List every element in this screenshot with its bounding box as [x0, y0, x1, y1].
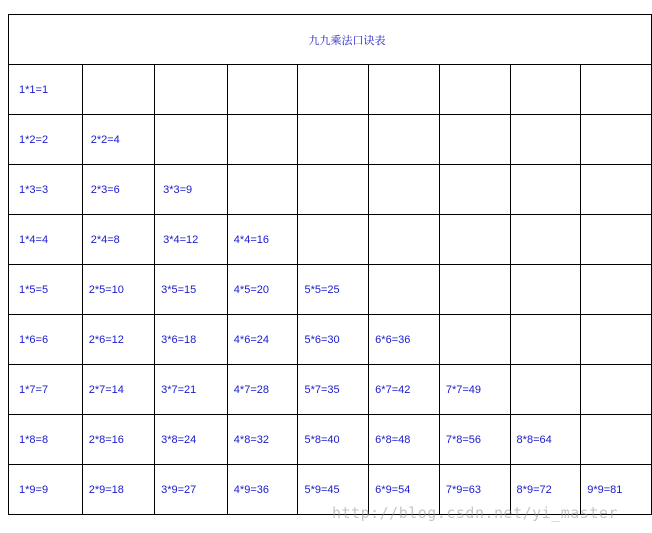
empty-cell: [439, 315, 510, 365]
empty-cell: [510, 365, 581, 415]
empty-cell: [82, 65, 154, 115]
product-cell: [155, 265, 228, 315]
product-text: 3*5=15: [161, 283, 197, 296]
product-cell: [82, 315, 154, 365]
product-cell: [227, 265, 298, 315]
product-text: 4*9=36: [233, 483, 269, 496]
empty-cell: [298, 215, 369, 265]
table-title: 九九乘法口诀表: [9, 15, 652, 65]
empty-cell: [155, 115, 228, 165]
empty-cell: [227, 65, 298, 115]
empty-cell: [510, 65, 581, 115]
empty-cell: [369, 165, 440, 215]
product-text: 1*4=4: [19, 233, 49, 246]
product-cell: [155, 315, 228, 365]
product-text: 3*7=21: [161, 383, 197, 396]
product-text: 5*5=25: [304, 283, 340, 296]
product-cell: [82, 215, 154, 265]
product-text: 7*7=49: [445, 383, 482, 396]
table-row: [9, 265, 652, 315]
empty-cell: [510, 215, 581, 265]
empty-cell: [581, 365, 652, 415]
product-text: 2*9=18: [88, 483, 124, 496]
product-text: 1*3=3: [19, 183, 49, 196]
product-text: 1*6=6: [19, 333, 49, 346]
product-text: 4*6=24: [233, 333, 269, 346]
empty-cell: [581, 215, 652, 265]
product-cell: [369, 365, 440, 415]
product-text: 5*6=30: [304, 333, 340, 346]
product-cell: [82, 165, 154, 215]
product-text: 5*8=40: [304, 433, 340, 446]
product-cell: [155, 215, 228, 265]
empty-cell: [439, 215, 510, 265]
product-text: 7*8=56: [445, 433, 482, 446]
title-row: [9, 15, 652, 65]
product-text: 3*8=24: [161, 433, 197, 446]
product-text: 4*8=32: [233, 433, 269, 446]
product-text: 3*9=27: [161, 483, 197, 496]
product-text: 1*1=1: [19, 83, 49, 96]
product-text: 1*9=9: [19, 483, 49, 496]
product-cell: [227, 415, 298, 465]
product-cell: [9, 115, 83, 165]
product-text: 1*8=8: [19, 433, 49, 446]
product-text: 1*2=2: [19, 133, 49, 146]
product-text: 6*7=42: [375, 383, 411, 396]
product-cell: [82, 465, 154, 515]
table-row: [9, 165, 652, 215]
empty-cell: [227, 165, 298, 215]
product-cell: [9, 265, 83, 315]
product-cell: [298, 365, 369, 415]
empty-cell: [369, 215, 440, 265]
product-cell: [155, 415, 228, 465]
product-text: 5*7=35: [304, 383, 340, 396]
product-text: 4*5=20: [233, 283, 269, 296]
product-cell: [298, 415, 369, 465]
product-text: 2*8=16: [88, 433, 124, 446]
empty-cell: [439, 65, 510, 115]
empty-cell: [581, 415, 652, 465]
product-cell: [298, 315, 369, 365]
empty-cell: [369, 65, 440, 115]
product-cell: [155, 465, 228, 515]
product-text: 7*9=63: [445, 483, 482, 496]
product-cell: [439, 365, 510, 415]
product-cell: [298, 265, 369, 315]
product-cell: [9, 415, 83, 465]
product-cell: [439, 415, 510, 465]
product-cell: [9, 365, 83, 415]
product-text: 9*9=81: [587, 483, 623, 496]
product-cell: [82, 265, 154, 315]
empty-cell: [298, 115, 369, 165]
product-cell: [9, 165, 83, 215]
product-text: 2*3=6: [90, 183, 120, 196]
product-cell: [82, 415, 154, 465]
empty-cell: [581, 265, 652, 315]
table-row: [9, 315, 652, 365]
empty-cell: [510, 165, 581, 215]
product-cell: [227, 215, 298, 265]
empty-cell: [227, 115, 298, 165]
product-text: 4*7=28: [233, 383, 269, 396]
table-row: [9, 65, 652, 115]
empty-cell: [581, 115, 652, 165]
product-cell: [369, 315, 440, 365]
product-text: 2*4=8: [90, 233, 120, 246]
empty-cell: [510, 115, 581, 165]
empty-cell: [298, 165, 369, 215]
product-text: 5*9=45: [304, 483, 340, 496]
product-text: 3*4=12: [163, 233, 199, 246]
table-row: [9, 215, 652, 265]
multiplication-table: [8, 14, 652, 515]
product-text: 2*7=14: [88, 383, 124, 396]
product-text: 2*6=12: [88, 333, 124, 346]
empty-cell: [155, 65, 228, 115]
product-text: 2*5=10: [88, 283, 124, 296]
empty-cell: [369, 265, 440, 315]
product-cell: [369, 415, 440, 465]
product-cell: [9, 65, 83, 115]
product-text: 1*5=5: [19, 283, 49, 296]
empty-cell: [298, 65, 369, 115]
product-text: 6*9=54: [375, 483, 411, 496]
product-text: 4*4=16: [233, 233, 269, 246]
product-cell: [9, 465, 83, 515]
product-cell: [82, 115, 154, 165]
product-cell: [227, 365, 298, 415]
product-cell: [227, 465, 298, 515]
product-text: 6*6=36: [375, 333, 411, 346]
table-row: [9, 415, 652, 465]
watermark-text: http://blog.csdn.net/yi_master: [332, 504, 618, 522]
table-row: [9, 115, 652, 165]
empty-cell: [581, 165, 652, 215]
product-text: 3*6=18: [161, 333, 197, 346]
table-row: [9, 365, 652, 415]
empty-cell: [369, 115, 440, 165]
empty-cell: [581, 65, 652, 115]
product-cell: [227, 315, 298, 365]
empty-cell: [439, 265, 510, 315]
product-cell: [510, 415, 581, 465]
empty-cell: [439, 165, 510, 215]
product-text: 3*3=9: [163, 183, 193, 196]
product-text: 1*7=7: [19, 383, 49, 396]
product-text: 2*2=4: [90, 133, 120, 146]
product-cell: [9, 215, 83, 265]
product-text: 6*8=48: [375, 433, 411, 446]
empty-cell: [439, 115, 510, 165]
product-cell: [155, 165, 228, 215]
product-text: 8*9=72: [516, 483, 552, 496]
product-text: 8*8=64: [516, 433, 552, 446]
product-cell: [82, 365, 154, 415]
empty-cell: [510, 315, 581, 365]
product-cell: [155, 365, 228, 415]
empty-cell: [581, 315, 652, 365]
empty-cell: [510, 265, 581, 315]
product-cell: [9, 315, 83, 365]
